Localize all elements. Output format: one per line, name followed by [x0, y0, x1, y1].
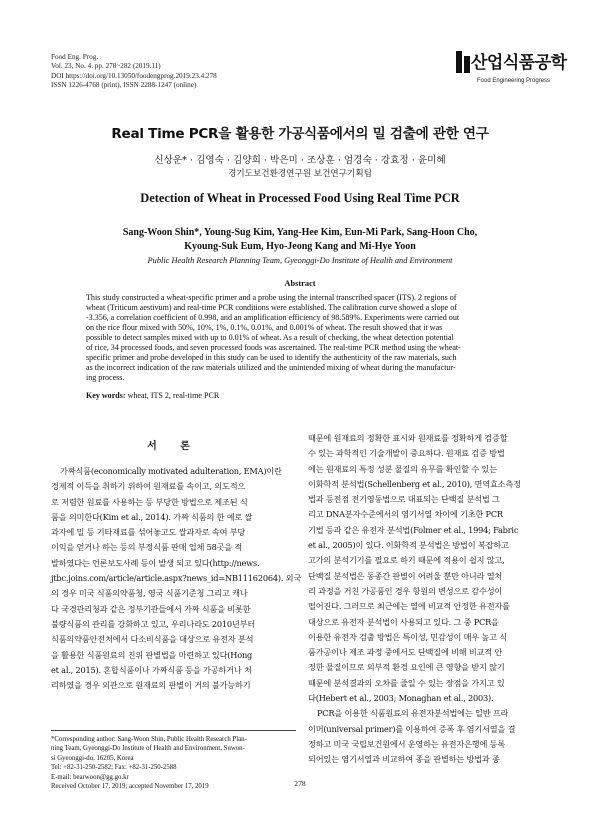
body-line: 가짜식품(economically motivated adulteration, EMA)이란 — [60, 466, 282, 476]
body-line: et al., 2015). 혼합식품이나 가짜식품 등을 가공하거나 처 — [51, 664, 252, 675]
left-column-body — [51, 464, 302, 693]
journal-name: Food Eng. Prog. — [51, 53, 99, 61]
body-line: 이익을 얻거나 하는 등의 부정식품 판매 업체 58곳을 적 — [51, 542, 243, 553]
korean-title: Real Time PCR을 활용한 가공식품에서의 밀 검출에 관한 연구 — [111, 126, 489, 142]
body-line: 리고 DNA분자수준에서의 염기서열 차이에 기초한 PCR — [308, 509, 503, 520]
body-line: 정하고 미국 국립보건원에서 운영하는 유전자은행에 등록 — [308, 738, 506, 749]
body-line: 의 경우 미국 식품의약품청, 영국 식품기준청 그리고 캐나 — [51, 588, 248, 599]
body-line: 식품의약품안전처에서 다소비식품을 대상으로 유전자 분석 — [51, 634, 254, 645]
body-line: 발하였다는 언론보도사례 등이 발생 되고 있다(http://news. — [51, 557, 260, 568]
journal-doi[interactable]: DOI https://doi.org/10.13050/foodengprog.2019.23.4.278 — [51, 71, 217, 80]
footnote-line: ning Team, Gyeonggi-Do Institute of Health and Environment, Suwon- — [51, 745, 245, 753]
abstract-line: -3.356, a correlation coefficient of 0.998, and an amplification efficiency of 98.589%. Experiments were carried out — [86, 313, 460, 323]
body-line: 리하였을 경우 외관으로 원재료의 판별이 거의 불가능하기 — [51, 680, 251, 691]
body-line: 과자에 밀 등 기타재료를 섞어놓고도 쌀과자로 속여 부당 — [51, 527, 246, 538]
journal-volume: Vol. 23, No. 4. pp. 278~282 (2019.11) — [51, 62, 161, 71]
journal-header — [51, 53, 217, 91]
english-authors-line: Sang-Woon Shin*, Young-Sug Kim, Yang-Hee Kim, Eun-Mi Park, Sang-Hoon Cho, — [122, 227, 478, 238]
journal-logo — [455, 48, 567, 92]
body-line: 법과 등전점 전기영동법으로 대표되는 단백질 분석법 그 — [308, 494, 500, 505]
body-line: 다 국경관리청과 같은 정부기관들에서 가짜 식품을 비롯한 — [51, 603, 251, 614]
abstract-line: possible to detect samples mixed with up to 0.01% of wheat. As a result of checking, the wheat detection potential — [86, 333, 454, 343]
body-line: PCR을 이용한 식품원료의 유전자분석법에는 일반 프라 — [317, 708, 509, 719]
keywords-list: wheat, ITS 2, real-time PCR — [127, 391, 220, 400]
body-line: 을 활용한 식품원료의 진위 판별법을 마련하고 있다(Hong — [51, 649, 253, 660]
footnote-line: si Gyeonggi-do, 16205, Korea — [51, 754, 134, 762]
abstract-line: on the rice flour mixed with 50%, 10%, 1%, 0.1%, 0.01%, and 0.001% of wheat. The result showed that it was — [86, 323, 443, 333]
body-line: 되어있는 염기서열과 비교하여 종을 판별하는 방법과 종 — [308, 754, 500, 765]
body-line: 리 과정을 거친 가공품인 경우 항원의 변성으로 감수성이 — [308, 585, 503, 596]
abstract-line: of rice, 34 processed foods, and seven processed foods was ascertained. The real-time PCR method using the wheat- — [86, 343, 461, 353]
page-number: 278 — [294, 779, 306, 788]
right-column-body — [308, 431, 553, 768]
body-line: 에는 원재료의 특정 성분 물질의 유무를 확인할 수 있는 — [308, 463, 497, 474]
footnote-divider — [51, 730, 296, 731]
footnote-line: Tel: +82-31-250-2582; Fax: +82-31-250-2588 — [51, 764, 177, 772]
body-line: 경제적 이득을 취하기 위하여 원재료를 속이고, 의도적으 — [51, 481, 246, 492]
journal-issn: ISSN 1226-4768 (print), ISSN 2288-1247 (online) — [51, 81, 197, 90]
footnote-line: Received October 17, 2019; accepted November 17, 2019 — [51, 783, 209, 791]
body-line: jtbc.joins.com/article/article.aspx?news_id=NB11162064). 외국 — [51, 573, 302, 584]
body-line: 이화학적 분석법(Schellenberg et al., 2010), 면역효소측정 — [308, 478, 521, 489]
body-line: 품가공이나 제조 과정 중에서도 단백질에 비해 비교적 안 — [308, 647, 503, 658]
keywords — [86, 391, 526, 400]
abstract-line: ing process. — [86, 373, 125, 383]
section-title-introduction: 서 론 — [147, 441, 200, 452]
body-line: 대상으로 유전자 분석법이 사용되고 있다. 그 중 PCR을 — [308, 616, 499, 627]
korean-authors: 신상운* · 김영숙 · 김양희 · 박은미 · 조상훈 · 엄경숙 · 강효정 · 윤미혜 — [154, 155, 446, 166]
body-line: 수 있는 과학적인 기술개발이 중요하다. 원재료 검증 방법 — [308, 448, 505, 459]
abstract-line: as the incorrect indication of the raw materials utilized and the unintended mixing of wheat during the manufactur- — [86, 363, 456, 373]
body-line: 다(Hebert et al., 2003; Monaghan et al., 2003). — [308, 693, 494, 704]
abstract-heading: Abstract — [284, 279, 316, 288]
body-line: 로 저렴한 원료를 사용하는 등 부당한 방법으로 제조된 식 — [51, 496, 248, 507]
body-line: 이머(universal primer)를 이용하여 증폭 후 염기서열을 결 — [308, 723, 516, 734]
abstract-body — [86, 293, 526, 383]
footnote-line: *Corresponding author: Sang-Woon Shin, Public Health Research Plan- — [51, 736, 247, 743]
footnote-email[interactable]: E-mail: bearwoon@gg.go.kr — [51, 773, 129, 781]
abstract-line: This study constructed a wheat-specific primer and a probe using the internal transcribed spacer (ITS). 2 regions of — [86, 293, 457, 302]
body-line: et al., 2005)이 있다. 이화학적 분석법은 방법이 복잡하고 — [308, 540, 509, 551]
abstract-line: specific primer and probe developed in this study can be used to identify the authenticity of the raw materials, such — [86, 353, 457, 363]
korean-affiliation: 경기도보건환경연구원 보건연구기획팀 — [228, 169, 372, 179]
body-line: 기법 등과 같은 유전자 분석법(Folmer et al., 1994; Fabric — [308, 524, 519, 535]
body-line: 때문에 분석결과의 오차를 줄일 수 있는 장점을 가지고 있 — [308, 677, 505, 688]
body-line: 품을 의미한다(Kim et al., 2014). 가짜 식품의 한 예로 쌀 — [51, 511, 253, 522]
english-affiliation: Public Health Research Planning Team, Gyeonggi-Do Institute of Health and Environment — [147, 256, 453, 265]
body-line: 떨어진다. 그러므로 최근에는 열에 비교적 안정한 유전자를 — [308, 601, 510, 612]
english-title: Detection of Wheat in Processed Food Using Real Time PCR — [140, 191, 460, 205]
body-line: 정한 물질이므로 외부적 환경 요인에 큰 영향을 받지 않기 — [308, 662, 505, 673]
abstract-line: wheat (Triticum aestivum) and real-time PCR conditions were established. The calibration curve showed a slope of — [86, 303, 457, 313]
english-authors — [90, 226, 510, 254]
logo-english-text: Food Engineering Progress — [477, 78, 551, 84]
body-line: 단백질 분석법은 동종간 판별이 어려울 뿐만 아니라 열처 — [308, 570, 503, 581]
body-line: 불량식품의 관리를 강화하고 있고, 우리나라도 2010년부터 — [51, 618, 256, 629]
body-line: 고가의 분석기기를 필요로 하기 때문에 적용이 쉽지 않고, — [308, 555, 505, 566]
body-line: 때문에 원재료의 정확한 표시와 원재료를 정확하게 검증할 — [308, 433, 508, 443]
logo-korean-text: 산업식품공학 — [471, 53, 567, 73]
keywords-label: Key words: — [86, 391, 126, 400]
english-authors-line: Kyoung-Suk Eum, Hyo-Jeong Kang and Mi-Hye Yoon — [184, 240, 416, 252]
body-line: 이용한 유전자 검출 방법은 특이성, 민감성이 매우 높고 식 — [308, 631, 507, 642]
